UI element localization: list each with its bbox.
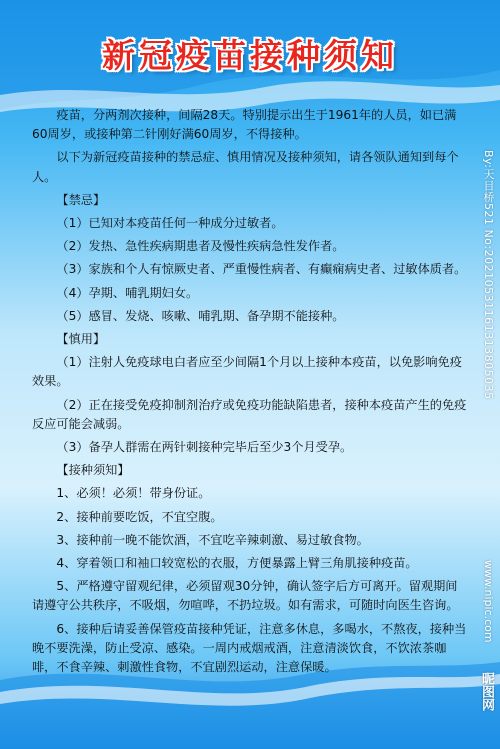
caution-item: （1）注射人免疫球电白者应至少间隔1个月以上接种本疫苗，以免影响免疫效果。 (32, 355, 462, 389)
contraindication-item: （5）感冒、发烧、咳嗽、哺乳期、备孕期不能接种。 (56, 308, 345, 323)
section-heading-caution: 【慎用】 (56, 332, 106, 347)
notice-body (32, 106, 468, 681)
note-item: 2、接种前要吃饭，不宜空腹。 (56, 509, 223, 524)
contraindication-item: （4）孕期、哺乳期妇女。 (56, 285, 199, 300)
section-heading-notes: 【接种须知】 (56, 463, 130, 478)
poster-title: 新冠疫苗接种须知 (102, 36, 398, 75)
title-area (0, 30, 500, 77)
caution-item: （3）备孕人群需在两针刺接种完毕后至少3个月受孕。 (56, 440, 353, 455)
watermark-logo: 昵图网 (479, 672, 494, 711)
notice-paragraph: 以下为新冠疫苗接种的禁忌症、慎用情况及接种须知，请各领队通知到每个人。 (32, 150, 459, 184)
note-item: 4、穿着领口和袖口较宽松的衣服，方便暴露上臂三角肌接种疫苗。 (56, 556, 418, 571)
note-item: 6、接种后请妥善保管疫苗接种凭证，注意多休息，多喝水，不熬夜，接种当晚不要洗澡，防止受凉、感染。一周内戒烟戒酒，注意清淡饮食，不饮浓茶咖啡，不食辛辣、刺激性食物，不宜剧烈运动，注意保暖。 (32, 621, 467, 675)
contraindication-item: （3）家族和个人有惊厥史者、严重慢性病者、有癫痫病史者、过敏体质者。 (56, 262, 467, 277)
watermark-id-text: By:天目桥521 No:20210531161313805035 (482, 150, 495, 400)
note-item: 5、严格遵守留观纪律，必须留观30分钟，确认签字后方可离开。留观期间请遵守公共秩序，不吸烟，勿喧哗，不扔垃圾。如有需求，可随时向医生咨询。 (32, 579, 459, 613)
contraindication-item: （1）已知对本疫苗任何一种成分过敏者。 (56, 216, 284, 231)
note-item: 1、必须！必须！带身份证。 (56, 486, 211, 501)
caution-item: （2）正在接受免疫抑制剂治疗或免疫功能缺陷患者，接种本疫苗产生的免疫反应可能会减弱。 (32, 397, 467, 431)
section-heading-contraindications: 【禁忌】 (56, 192, 106, 207)
contraindication-item: （2）发热、急性疾病期患者及慢性疾病急性发作者。 (56, 239, 345, 254)
watermark-site-text: www.nipic.com (482, 560, 495, 643)
note-item: 3、接种前一晚不能饮酒，不宜吃辛辣刺激、易过敏食物。 (56, 532, 369, 547)
intro-paragraph: 疫苗，分两剂次接种，间隔28天。特别提示出生于1961年的人员，如已满60周岁，或接种第二针刚好满60周岁，不得接种。 (32, 108, 457, 142)
